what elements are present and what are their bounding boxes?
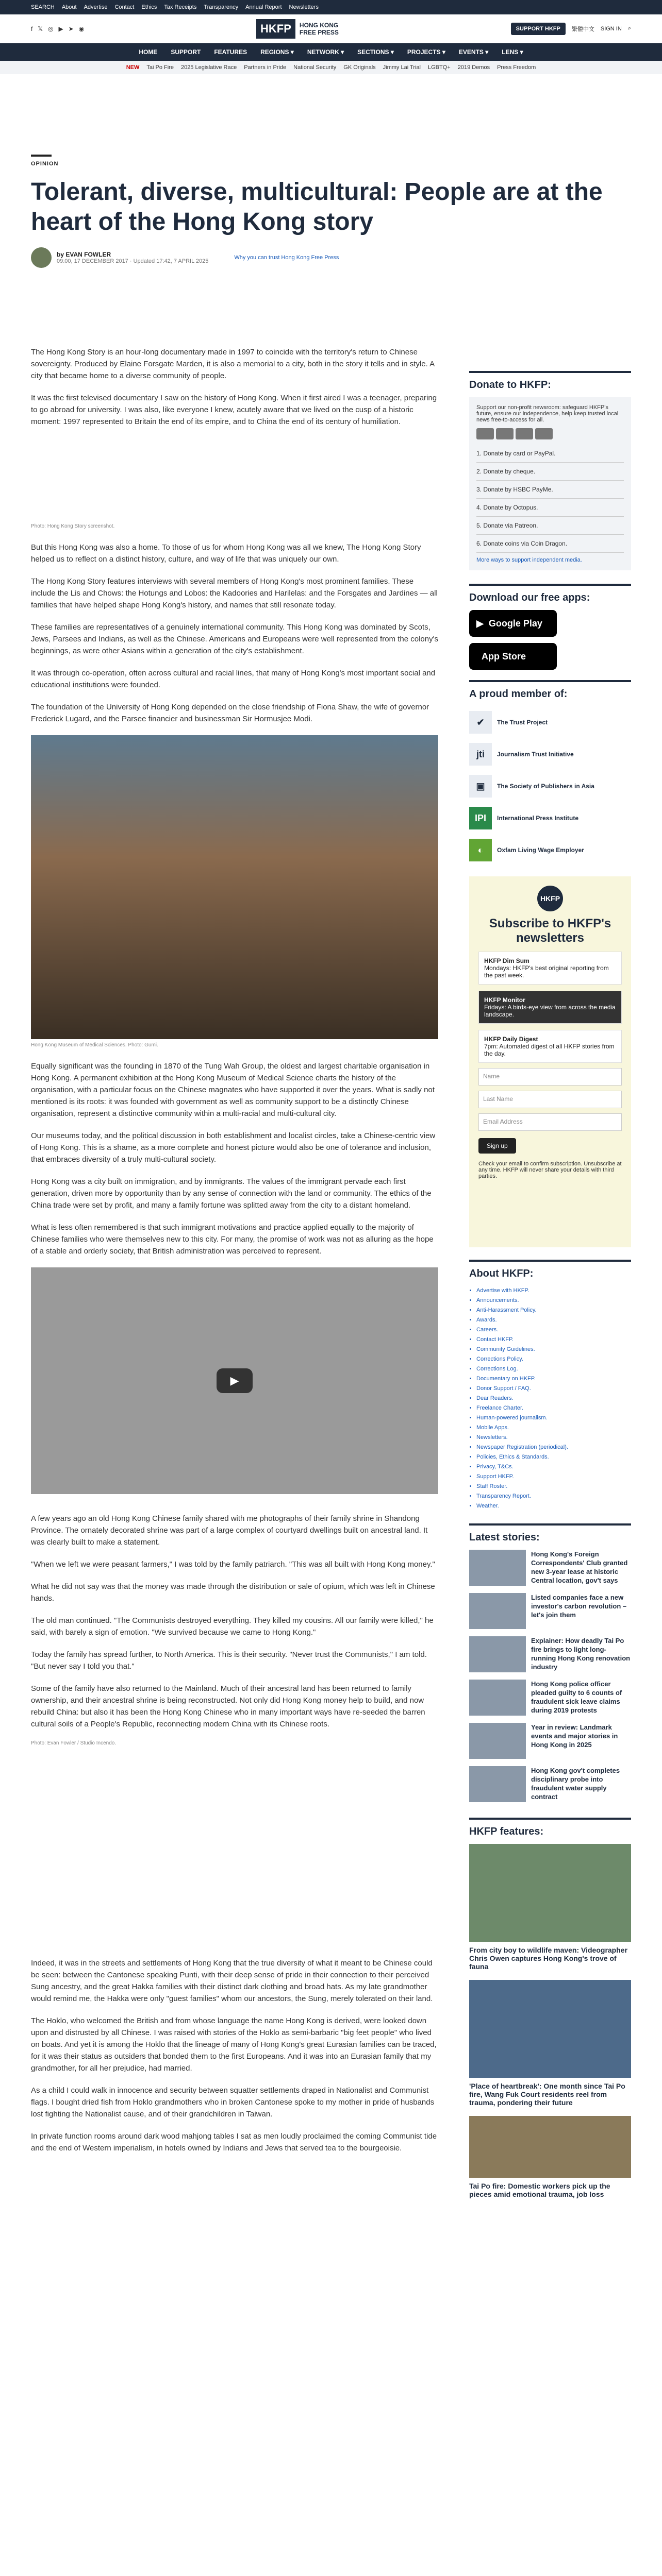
paragraph: These families are representatives of a genuinely international community. This Hong Kong was dominated by Scots, Jews, Parsees and Indians, as well as the Chinese. Americans and Europeans were well represented from the colony's beginnings, as were other Asians within a generation of the city's establishment.	[31, 623, 438, 655]
member-heading: A proud member of:	[469, 680, 631, 700]
jti-logo: jti	[469, 743, 492, 766]
latest-story[interactable]	[469, 1766, 631, 1802]
trending-item[interactable]: Press Freedom	[497, 64, 536, 71]
about-link[interactable]: • Weather.	[476, 1501, 631, 1511]
newsletter-name: HKFP Monitor	[484, 996, 525, 1004]
story-title: Hong Kong gov't completes disciplinary probe into fraudulent water supply contract	[531, 1767, 620, 1801]
about-list	[469, 1286, 631, 1511]
sign-in-link[interactable]: SIGN IN	[600, 25, 622, 32]
byline	[31, 247, 631, 268]
about-link[interactable]: • Mobile Apps.	[476, 1423, 631, 1433]
section-rule	[31, 155, 52, 157]
logo-mark: HKFP	[256, 19, 295, 39]
feature-title: 'Place of heartbreak': One month since Tai Po fire, Wang Fuk Court residents reel from trauma, pondering their future	[469, 2082, 625, 2107]
feature-title: Tai Po fire: Domestic workers pick up the pieces amid emotional trauma, job loss	[469, 2182, 610, 2198]
topbar-item[interactable]: Newsletters	[289, 4, 319, 10]
image-caption: Photo: Evan Fowler / Studio Incendo.	[31, 1740, 117, 1746]
paragraph: Indeed, it was in the streets and settlements of Hong Kong that the true diversity of what it meant to be Chinese could be seen: between the Cantonese speaking Punti, with their deep sense of pride in their connection to their perceived Sung ancestry, and the great Hakka families with their distinct dark clothing and broad hats. As my late grandmother would remind me, the Hakka were only "guest families" whom our ancestors, the Sung, merely tolerated on their land.	[31, 1959, 433, 2003]
paragraph: "When we left we were peasant farmers," I was told by the family patriarch. "This was all built with Hong Kong money."	[31, 1560, 435, 1569]
about-heading: About HKFP:	[469, 1260, 631, 1280]
trending-item[interactable]: National Security	[293, 64, 337, 71]
author-name[interactable]: by EVAN FOWLER	[57, 251, 111, 258]
nav-item[interactable]: SUPPORT	[171, 48, 201, 56]
paragraph: As a child I could walk in innocence and security between squatter settlements draped in Nationalist and Communist flags. I bought dried fish from Hoklo grandmothers who in broken Cantonese spoke to my mother in pride of husbands lost fighting the Nationalist cause, and of their grandchildren in Taiwan.	[31, 2086, 435, 2119]
newsletter-desc: Mondays: HKFP's best original reporting from the past week.	[484, 964, 609, 979]
feature-story[interactable]	[469, 2116, 631, 2198]
about-link[interactable]: • Careers.	[476, 1325, 631, 1335]
topbar-item[interactable]: SEARCH	[31, 4, 55, 10]
trending-item[interactable]: Tai Po Fire	[146, 64, 174, 71]
donate-option[interactable]: 4. Donate by Octopus.	[476, 499, 624, 517]
story-title: Listed companies face a new investor's carbon revolution – let's join them	[531, 1594, 627, 1619]
paragraph: But this Hong Kong was also a home. To those of us for whom Hong Kong was all we knew, The Hong Kong Story helped us to reflect on a distinct history, culture, and way of life that was uniquely our own.	[31, 543, 421, 564]
twitter-icon[interactable]: 𝕏	[38, 25, 43, 32]
trending-item[interactable]: GK Originals	[343, 64, 376, 71]
site-logo[interactable]	[256, 19, 339, 39]
nav-item[interactable]: LENS ▾	[502, 48, 523, 56]
trending-item[interactable]: LGBTQ+	[428, 64, 451, 71]
paragraph: Our museums today, and the political discussion in both establishment and localist circles, take a Chinese-centric view of Hong Kong. This is a shame, as a more complete and honest picture would also be one of tolerance and inclusion, that embraces diversity of a truly multi-cultural society.	[31, 1131, 436, 1164]
main-nav	[0, 43, 662, 61]
about-link[interactable]: • Newsletters.	[476, 1433, 631, 1443]
member-ipi[interactable]	[469, 802, 631, 834]
latest-story[interactable]	[469, 1723, 631, 1759]
article-body	[31, 346, 438, 2164]
topbar-item[interactable]: Transparency	[204, 4, 239, 10]
trending-label: NEW	[126, 64, 140, 71]
payment-cards	[476, 428, 624, 439]
paragraph: What he did not say was that the money was made through the distribution or sale of opium, which was left in Chinese hands.	[31, 1582, 435, 1603]
feature-image	[469, 2116, 631, 2178]
language-link[interactable]: 繁體中文	[571, 26, 594, 32]
trending-item[interactable]: Partners in Pride	[244, 64, 287, 71]
member-jti[interactable]	[469, 738, 631, 770]
nav-item[interactable]: SECTIONS ▾	[357, 48, 394, 56]
social-links	[31, 25, 84, 32]
oxfam-logo: ◐	[469, 839, 492, 861]
paragraph: Equally significant was the founding in 1870 of the Tung Wah Group, the oldest and largest charitable organisation in Hong Kong. A permanent exhibition at the Hong Kong Museum of Medical Science charts the history of the organisation, with a particular focus on the Chinese magnates who have supported it over the years. What is sadly not mentioned is its roots: it was founded with government as well as community support to be a distinctly Chinese organisation, represent a distinctive community within a multi-racial and multi-cultural city.	[31, 1062, 435, 1118]
visa-icon	[476, 428, 494, 439]
member-trust-project[interactable]	[469, 706, 631, 738]
paragraph: Some of the family have also returned to the Mainland. Much of their ancestral land has been returned to family ownership, and their ancestral shrine is being reconstructed. Not only did Hong Kong money help to build, and now rebuild China: but also it has been the Hong Kong Chinese who in many important ways have re-seeded the barren cultural soils of a People's Republic, reconnecting modern China with its Chinese roots.	[31, 1684, 425, 1728]
paragraph: What is less often remembered is that such immigrant motivations and practice applied equally to the majority of Chinese families who were themselves new to this city. For many, the promise of work was not as alluring as the hope of a stable and orderly society, that British administration was perceived to represent.	[31, 1223, 434, 1256]
nav-item[interactable]: REGIONS ▾	[260, 48, 294, 56]
feature-image	[469, 1844, 631, 1942]
donate-heading: Donate to HKFP:	[469, 371, 631, 391]
paragraph: It was through co-operation, often across cultural and racial lines, that many of Hong Kong's most important social and educational institutions were founded.	[31, 669, 436, 689]
support-button[interactable]: SUPPORT HKFP	[511, 23, 566, 35]
latest-heading: Latest stories:	[469, 1523, 631, 1544]
author-avatar	[31, 247, 52, 268]
about-link[interactable]: • Contact HKFP.	[476, 1335, 631, 1345]
trending-item[interactable]: Jimmy Lai Trial	[383, 64, 421, 71]
paragraph: It was the first televised documentary I saw on the history of Hong Kong. When it first aired I was a teenager, preparing to go abroad for university. I was also, like everyone I knew, acutely aware that we lived on the cusp of a historic moment: 1997 represented to Britain the end of its empire, and to China the end of its century of humiliation.	[31, 394, 437, 426]
nav-item[interactable]: PROJECTS ▾	[407, 48, 445, 56]
story-title: Hong Kong police officer pleaded guilty to 6 counts of fraudulent sick leave claims during 2019 protests	[531, 1680, 622, 1714]
nav-item[interactable]: NETWORK ▾	[307, 48, 344, 56]
google-play-icon: ▶	[476, 618, 484, 629]
paragraph: The foundation of the University of Hong Kong depended on the close friendship of Fiona Shaw, the wife of governor Frederick Lugard, and the Parsee financier and businessman Sir Hormusjee Modi.	[31, 703, 429, 723]
google-play-label: Google Play	[488, 618, 542, 629]
newsletter-name: HKFP Daily Digest	[484, 1036, 538, 1043]
feature-story[interactable]	[469, 1844, 631, 1971]
paragraph: Today the family has spread further, to North America. This is their security. "Never trust the Communists," I am told. "But never say I told you that."	[31, 1650, 427, 1671]
trust-project-logo: ✔	[469, 711, 492, 734]
story-title: Year in review: Landmark events and major stories in Hong Kong in 2025	[531, 1723, 618, 1749]
about-link[interactable]: • Human-powered journalism.	[476, 1413, 631, 1423]
donate-option[interactable]: 6. Donate coins via Coin Dragon.	[476, 535, 624, 553]
image-caption: Hong Kong Museum of Medical Sciences. Photo: Gumi.	[31, 1042, 158, 1048]
app-store-label: App Store	[482, 651, 526, 662]
name-input[interactable]: Name	[478, 1068, 622, 1086]
blank-image-area	[31, 1758, 438, 1954]
donate-option[interactable]: 2. Donate by cheque.	[476, 463, 624, 481]
story-title: Hong Kong's Foreign Correspondents' Club granted new 3-year lease at historic Central location, gov't says	[531, 1550, 628, 1584]
instagram-icon[interactable]: ◎	[48, 25, 54, 32]
article-title: Tolerant, diverse, multicultural: People are at the heart of the Hong Kong story	[31, 178, 603, 235]
about-link[interactable]: • Freelance Charter.	[476, 1403, 631, 1413]
newsletter-note: Check your email to confirm subscription. Unsubscribe at any time. HKFP will never share your details with third parties.	[478, 1161, 622, 1179]
video-screenshot-image	[31, 438, 438, 520]
nav-item[interactable]: FEATURES	[214, 48, 247, 56]
latest-story[interactable]	[469, 1593, 631, 1629]
story-thumbnail	[469, 1766, 526, 1802]
about-link[interactable]: • Transparency Report.	[476, 1492, 631, 1501]
app-store-button[interactable]	[469, 643, 557, 670]
mastercard-icon	[496, 428, 514, 439]
about-link[interactable]: • Documentary on HKFP.	[476, 1374, 631, 1384]
paragraph: The Hong Kong Story features interviews with several members of Hong Kong's most prominent families. These include the Lis and Chows: the Hotungs and Lobos: the Kadoories and Harilelas: and the Forsgates and Jardines — all families that have helped shape Hong Kong's history, and names that still resonate today.	[31, 577, 438, 609]
donate-box	[469, 397, 631, 570]
story-thumbnail	[469, 1636, 526, 1672]
sign-up-button[interactable]: Sign up	[478, 1138, 516, 1154]
email-input[interactable]: Email Address	[478, 1113, 622, 1131]
story-thumbnail	[469, 1680, 526, 1716]
latest-story[interactable]	[469, 1636, 631, 1672]
logo-line-1: HONG KONG	[299, 21, 339, 29]
hkfp-newsletter-logo: HKFP	[537, 886, 563, 911]
about-link[interactable]: • Staff Roster.	[476, 1482, 631, 1492]
museum-photo	[31, 735, 438, 1039]
about-link[interactable]: • Corrections Log.	[476, 1364, 631, 1374]
paragraph: Hong Kong was a city built on immigration, and by immigrants. The values of the immigrant pervade each first generation, driven more by opportunity than by any sense of connection with the land or community. The ethics of the China trade were set by profit, and many a family fortune was splitted away from the city to a distant homeland.	[31, 1177, 432, 1210]
about-link[interactable]: • Awards.	[476, 1315, 631, 1325]
sidebar	[469, 371, 631, 2208]
story-thumbnail	[469, 1550, 526, 1586]
about-link[interactable]: • Donor Support / FAQ.	[476, 1384, 631, 1394]
trending-item[interactable]: 2019 Demos	[457, 64, 490, 71]
apps-heading: Download our free apps:	[469, 584, 631, 604]
nav-item[interactable]: EVENTS ▾	[458, 48, 489, 56]
top-utility-bar	[0, 0, 662, 14]
topbar-item[interactable]: About	[61, 4, 77, 10]
facebook-icon[interactable]: f	[31, 25, 33, 32]
newsletter-name: HKFP Dim Sum	[484, 957, 529, 964]
story-thumbnail	[469, 1593, 526, 1629]
rss-icon[interactable]: ◉	[78, 25, 85, 32]
feature-title: From city boy to wildlife maven: Videographer Chris Owen captures Hong Kong's trove of fauna	[469, 1946, 628, 1971]
paragraph: The old man continued. "The Communists destroyed everything. They killed my cousins. All our family were killed," he said, with barely a sign of emotion. "We survived because we came to Hong Kong."	[31, 1616, 434, 1637]
logo-line-2: FREE PRESS	[299, 28, 339, 36]
member-label: Oxfam Living Wage Employer	[497, 846, 584, 854]
member-label: The Trust Project	[497, 719, 548, 726]
newsletter-option[interactable]	[478, 952, 622, 985]
about-link[interactable]: • Community Guidelines.	[476, 1345, 631, 1354]
about-link[interactable]: • Advertise with HKFP.	[476, 1286, 631, 1296]
feature-image	[469, 1980, 631, 2078]
newsletter-desc: Fridays: A birds-eye view from across the media landscape.	[484, 1004, 616, 1018]
latest-story[interactable]	[469, 1550, 631, 1586]
story-title: Explainer: How deadly Tai Po fire brings to light long-running Hong Kong renovation industry	[531, 1637, 631, 1671]
image-caption: Photo: Hong Kong Story screenshot.	[31, 523, 115, 529]
about-link[interactable]: • Corrections Policy.	[476, 1354, 631, 1364]
trending-item[interactable]: 2025 Legislative Race	[180, 64, 237, 71]
paragraph: A few years ago an old Hong Kong Chinese family shared with me photographs of their family shrine in Shandong Province. The ornately decorated shrine was part of a large complex of courtyard dwellings built on ancestral land. It was clearly built to make a statement.	[31, 1514, 428, 1547]
newsletter-desc: 7pm: Automated digest of all HKFP stories from the day.	[484, 1043, 615, 1057]
member-sopa[interactable]	[469, 770, 631, 802]
newsletter-option[interactable]	[478, 991, 622, 1024]
member-label: International Press Institute	[497, 815, 579, 822]
about-link[interactable]: • Support HKFP.	[476, 1472, 631, 1482]
story-thumbnail	[469, 1723, 526, 1759]
features-heading: HKFP features:	[469, 1818, 631, 1838]
amex-icon	[516, 428, 533, 439]
about-link[interactable]: • Dear Readers.	[476, 1394, 631, 1403]
member-label: Journalism Trust Initiative	[497, 751, 574, 758]
nav-item[interactable]: HOME	[139, 48, 158, 56]
ipi-logo: IPI	[469, 807, 492, 829]
telegram-icon[interactable]: ➤	[68, 25, 74, 32]
masthead	[0, 14, 662, 43]
donate-option[interactable]: 5. Donate via Patreon.	[476, 517, 624, 535]
about-link[interactable]: • Anti-Harassment Policy.	[476, 1306, 631, 1315]
more-ways-link[interactable]: More ways to support independent media.	[476, 557, 582, 563]
google-play-button[interactable]	[469, 610, 557, 637]
topbar-item[interactable]: Contact	[114, 4, 135, 10]
topbar-item[interactable]: Annual Report	[245, 4, 282, 10]
article-header	[31, 74, 631, 268]
about-link[interactable]: • Privacy, T&Cs.	[476, 1462, 631, 1472]
donate-option[interactable]: 3. Donate by HSBC PayMe.	[476, 481, 624, 499]
embedded-video[interactable]	[31, 1267, 438, 1494]
about-link[interactable]: • Policies, Ethics & Standards.	[476, 1452, 631, 1462]
trending-bar	[0, 61, 662, 74]
publish-date: 09:00, 17 DECEMBER 2017 · Updated 17:42, 7 APRIL 2025	[57, 258, 209, 264]
youtube-icon[interactable]: ▶	[58, 25, 63, 32]
newsletter-title: Subscribe to HKFP's newsletters	[489, 917, 611, 945]
donate-text[interactable]: Support our non-profit newsroom: safeguard HKFP's future, ensure our independence, help keep trusted local news free-to-access for all.	[476, 404, 619, 423]
latest-story[interactable]	[469, 1680, 631, 1716]
topbar-item[interactable]: Ethics	[141, 4, 157, 10]
topbar-item[interactable]: Advertise	[84, 4, 108, 10]
topbar-item[interactable]: Tax Receipts	[164, 4, 197, 10]
paragraph: The Hoklo, who welcomed the British and from whose language the name Hong Kong is derived, were looked down upon and distrusted by all Chinese. I was raised with stories of the Hoklo as semi-barbaric "big feet people" who lived on boats. And yet it is among the Hoklo that the lineage of many of Hong Kong's great Eurasian families can be traced, for it was their status as outsiders that bonded them to the first Europeans. And it was into an Eurasian family that my grandmother, for all her prejudice, had married.	[31, 2016, 437, 2073]
newsletter-box	[469, 876, 631, 1247]
about-link[interactable]: • Newspaper Registration (periodical).	[476, 1443, 631, 1452]
feature-story[interactable]	[469, 1980, 631, 2107]
search-icon[interactable]: ⌕	[627, 25, 631, 31]
trust-link[interactable]: Why you can trust Hong Kong Free Press	[234, 255, 339, 261]
paragraph: In private function rooms around dark wood mahjong tables I sat as men loudly proclaimed the coming Communist tide and the end of Western imperialism, in hotels owned by Indians and Jews that served tea to the bourgeoisie.	[31, 2132, 437, 2153]
donate-option[interactable]: 1. Donate by card or PayPal.	[476, 445, 624, 463]
last-name-input[interactable]: Last Name	[478, 1091, 622, 1108]
member-label: The Society of Publishers in Asia	[497, 783, 594, 790]
section-label[interactable]: OPINION	[31, 161, 59, 167]
about-link[interactable]: • Announcements.	[476, 1296, 631, 1306]
paragraph: The Hong Kong Story is an hour-long documentary made in 1997 to coincide with the territory's return to Chinese sovereignty. Produced by Elaine Forsgate Marden, it is also a memorial to a city, both in the story it tells and in style. A city that became home to a diverse community of people.	[31, 348, 435, 380]
newsletter-option[interactable]	[478, 1030, 622, 1063]
play-icon[interactable]: ▶	[217, 1368, 253, 1393]
sopa-logo: ▣	[469, 775, 492, 798]
paypal-icon	[535, 428, 553, 439]
member-oxfam[interactable]	[469, 834, 631, 866]
